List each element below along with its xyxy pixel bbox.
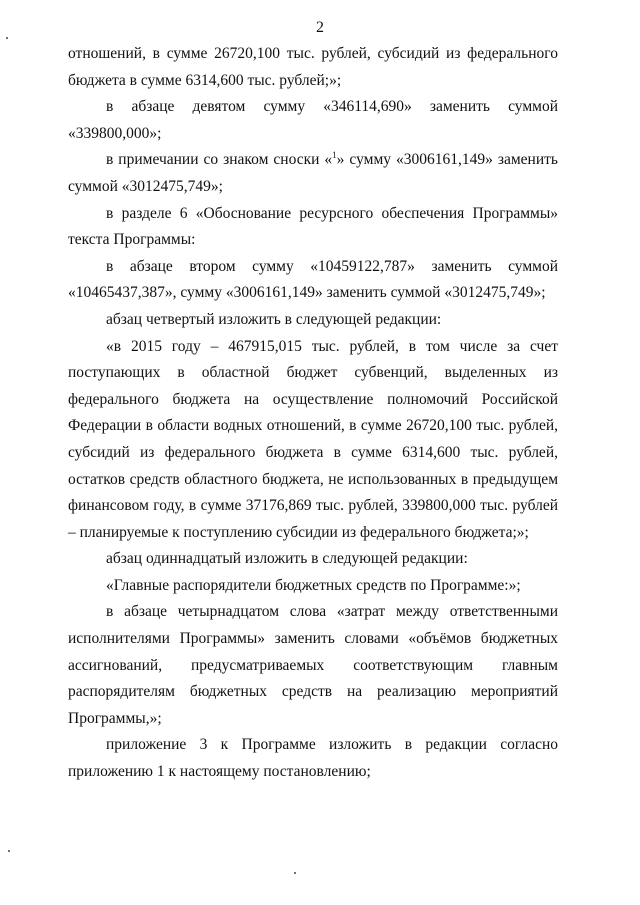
paragraph-3-text-before: в примечании со знаком сноски « (106, 151, 333, 169)
paragraph-10: в абзаце четырнадцатом слова «затрат между ответственными исполнителями Программы» заменить словами «объёмов бюджетных ассигнований, предусматриваемых соответствующим главным распорядителям бюджетных средств на реализацию мероприятий Программы,»; (68, 603, 558, 727)
scan-speck (8, 850, 10, 852)
paragraph-4: в разделе 6 «Обоснование ресурсного обеспечения Программы» текста Программы: (68, 204, 558, 249)
paragraph-2: в абзаце девятом сумму «346114,690» заменить суммой «339800,000»; (68, 98, 558, 142)
page-number: 2 (316, 19, 324, 36)
paragraph-5: в абзаце втором сумму «10459122,787» заменить суммой «10465437,387», сумму «3006161,149» заменить суммой «3012475,749»; (68, 257, 558, 302)
paragraph-3 (68, 147, 558, 200)
scan-speck (294, 872, 296, 874)
paragraph-3-text-after: » сумму «3006161,149» заменить суммой «3012475,749»; (68, 151, 558, 195)
paragraph-11: приложение 3 к Программе изложить в редакции согласно приложению 1 к настоящему постановлению; (68, 736, 558, 781)
paragraph-9: «Главные распорядители бюджетных средств по Программе:»; (106, 576, 521, 594)
footnote-mark: 1 (332, 150, 337, 161)
paragraph-8: абзац одиннадцатый изложить в следующей редакции: (106, 550, 468, 568)
scan-speck (6, 37, 8, 39)
paragraph-7: «в 2015 году – 467915,015 тыс. рублей, в том числе за счет поступающих в областной бюджет субвенций, выделенных из федерального бюджета на осуществление полномочий Российской Федерации в области водных отношений, в сумме 26720,100 тыс. рублей, субсидий из федерального бюджета в сумме 6314,600 тыс. рублей, остатков средств областного бюджета, не использованных в предыдущем финансовом году, в сумме 37176,869 тыс. рублей, 339800,000 тыс. рублей – планируемые к поступлению субсидии из федерального бюджета;»; (68, 337, 558, 541)
body-text (68, 41, 558, 786)
paragraph-1: отношений, в сумме 26720,100 тыс. рублей, субсидий из федерального бюджета в сумме 6314,600 тыс. рублей;»; (68, 45, 558, 89)
paragraph-6: абзац четвертый изложить в следующей редакции: (106, 310, 442, 328)
